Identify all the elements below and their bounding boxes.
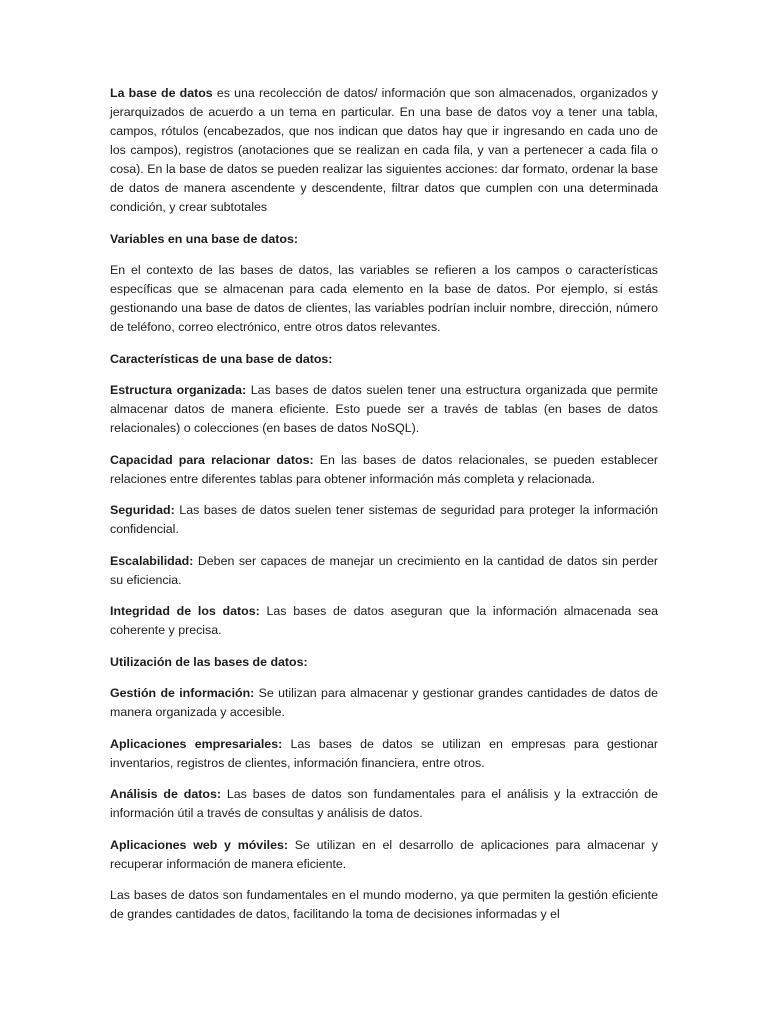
utilizacion-text: Las bases de datos son fundamentales para el análisis y la extracción de información útil a través de consultas y análisis de datos. [110, 787, 658, 820]
caracteristica-item [110, 552, 658, 590]
utilizacion-item [110, 684, 658, 722]
caracteristica-text: Las bases de datos aseguran que la información almacenada sea coherente y precisa. [110, 604, 658, 637]
utilizacion-text: Se utilizan para almacenar y gestionar grandes cantidades de datos de manera organizada y accesible. [110, 686, 658, 719]
caracteristica-text: Las bases de datos suelen tener una estructura organizada que permite almacenar datos de manera eficiente. Esto puede ser a través de tablas (en bases de datos relacionales) o colecciones (en bases de datos NoSQL). [110, 383, 658, 435]
utilizacion-lead: Aplicaciones web y móviles: [110, 837, 288, 852]
caracteristica-lead: Estructura organizada: [110, 383, 247, 397]
caracteristicas-heading: Características de una base de datos: [110, 351, 333, 366]
document-page [110, 84, 658, 937]
caracteristica-item [110, 381, 658, 438]
caracteristica-lead: Capacidad para relacionar datos: [110, 452, 314, 467]
utilizacion-item [110, 735, 658, 773]
intro-text: es una recolección de datos/ información que son almacenados, organizados y jerarquizados de acuerdo a un tema en particular. En una base de datos voy a tener una tabla, campos, rótulos (encabezados, que nos indican que datos hay que ir ingresando en cada uno de los campos), registros (anotaciones que se realizan en cada fila, y van a pertenecer a cada fila o cosa). En la base de datos se pueden realizar las siguientes acciones: dar formato, ordenar la base de datos de manera ascendente y descendente, filtrar datos que cumplen con una determinada condición, y crear subtotales [110, 86, 658, 214]
caracteristica-lead: Seguridad: [110, 503, 175, 517]
utilizacion-text: Las bases de datos se utilizan en empresas para gestionar inventarios, registros de clientes, información financiera, entre otros. [110, 736, 658, 770]
caracteristica-text: En las bases de datos relacionales, se pueden establecer relaciones entre diferentes tablas para obtener información más completa y relacionada. [110, 452, 658, 486]
utilizacion-lead: Aplicaciones empresariales: [110, 736, 283, 751]
intro-lead: La base de datos [110, 86, 213, 100]
utilizacion-item [110, 785, 658, 823]
conclusion-paragraph: Las bases de datos son fundamentales en el mundo moderno, ya que permiten la gestión eficiente de grandes cantidades de datos, facilitando la toma de decisiones informadas y el [110, 888, 658, 921]
utilizacion-lead: Análisis de datos: [110, 787, 221, 801]
utilizacion-lead: Gestión de información: [110, 686, 255, 700]
variables-paragraph: En el contexto de las bases de datos, las variables se refieren a los campos o características específicas que se almacenan para cada elemento en la base de datos. Por ejemplo, si estás gestionando una base de datos de clientes, las variables podrían incluir nombre, dirección, número de teléfono, correo electrónico, entre otros datos relevantes. [110, 263, 658, 334]
caracteristica-item [110, 501, 658, 539]
caracteristica-text: Las bases de datos suelen tener sistemas de seguridad para proteger la información confidencial. [110, 503, 658, 536]
utilizacion-text: Se utilizan en el desarrollo de aplicaciones para almacenar y recuperar información de manera eficiente. [110, 837, 658, 871]
variables-heading: Variables en una base de datos: [110, 231, 298, 246]
utilizacion-item [110, 836, 658, 874]
utilizacion-heading: Utilización de las bases de datos: [110, 654, 308, 669]
caracteristica-item [110, 451, 658, 489]
caracteristica-item [110, 602, 658, 640]
intro-paragraph [110, 84, 658, 217]
caracteristica-lead: Integridad de los datos: [110, 604, 260, 618]
caracteristica-text: Deben ser capaces de manejar un crecimiento en la cantidad de datos sin perder su eficiencia. [110, 553, 658, 587]
caracteristica-lead: Escalabilidad: [110, 553, 194, 568]
